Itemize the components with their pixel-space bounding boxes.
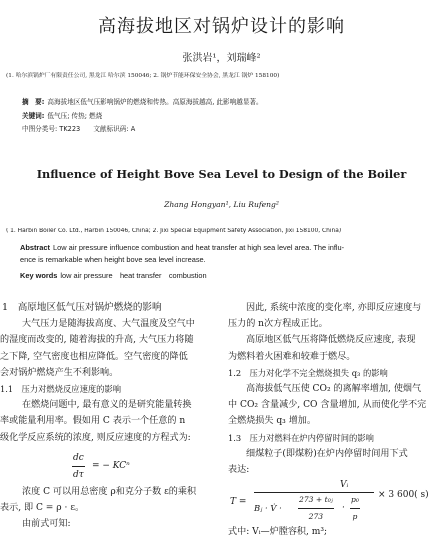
- keywords-en: [20, 270, 440, 282]
- eq2-dot: ·: [342, 503, 345, 514]
- authors-cn: 张洪岩¹，刘瑞峰²: [182, 53, 261, 64]
- eq2-pressure-numerator: p₀: [350, 492, 360, 509]
- abstract-en-label: Abstract: [20, 243, 50, 252]
- keywords-en-label: Key words: [20, 271, 58, 280]
- paragraph: 大气压力是随海拔高度、大气温度及空气中: [22, 319, 195, 330]
- paragraph-line: 会对锅炉燃烧产生不利影响。: [0, 367, 119, 378]
- paragraph-line: 的湿度而改变的, 随着海拔的升高, 大气压力将随: [0, 335, 194, 346]
- abstract-cn-text: 高海拔地区低气压影响锅炉的燃烧和传热。高原海拔越高, 此影响越显著。: [47, 98, 263, 106]
- paragraph-line: 压力的 n次方程成正比。: [228, 319, 328, 330]
- abstract-cn-label: 摘 要:: [22, 98, 45, 106]
- paragraph-line: 表示, 即 C = ρ · ε。: [0, 503, 85, 514]
- eq1-fraction: [72, 450, 85, 483]
- paragraph-line: 为燃料着火困难和较难于燃尽。: [228, 351, 356, 362]
- eq2-temperature-denominator: 273: [308, 512, 324, 522]
- authors-en: Zhang Hongyan¹, Liu Rufeng²: [164, 200, 279, 209]
- subsection-1-2-heading: 1.2 压力对化学不完全燃烧损失 q₃ 的影响: [228, 367, 388, 378]
- subsection-1-3-heading: 1.3 压力对燃料在炉内停留时间的影响: [228, 432, 374, 443]
- eq2-temperature-fraction: [298, 492, 334, 525]
- paragraph: 在燃烧问题中, 最有意义的是研究能量转换: [22, 400, 192, 411]
- eq2-pressure-fraction: [350, 492, 360, 525]
- eq1-denominator: dτ: [73, 470, 84, 481]
- paragraph: 因此, 系统中浓度的变化率, 亦即反应速度与: [246, 303, 422, 313]
- eq2-denominator-lead: Bⱼ · V̇ ·: [254, 503, 282, 514]
- paragraph-line: 式中: Vᵢ—炉膛容积, m³;: [228, 527, 328, 538]
- keywords-en-text: low air pressure heat transfer combustion: [60, 271, 207, 280]
- abstract-en-line-2: ence is remarkable when height bove sea level increase.: [20, 255, 206, 264]
- paragraph: 浓度 C 可以用总密度 ρ和克分子数 ε的乘积: [22, 486, 197, 497]
- paragraph: 高海拔低气压使 CO₂ 的离解率增加, 使烟气: [246, 384, 422, 395]
- keywords-cn: [22, 110, 102, 120]
- paragraph-line: 中 CO₂ 含量减少, CO 含量增加, 从而使化学不完: [228, 400, 427, 411]
- affiliation-en: ( 1. Harbin Boiler Co. Ltd., Harbin 150046, China; 2. Jixi Special Equipment Safety Association, Jixi 158100, China): [6, 228, 342, 234]
- keywords-cn-label: 关键词:: [22, 112, 45, 120]
- affiliation-cn: (1. 哈尔滨锅炉厂有限责任公司, 黑龙江 哈尔滨 150046; 2. 锅炉节能环保安全协会, 黑龙江 锅炉 158100): [6, 73, 280, 79]
- subsection-1-1-heading: 1.1 压力对燃烧反应速度的影响: [0, 384, 122, 395]
- abstract-en-line-1: Low air pressure influence combustion and heat transfer at high sea level area. The influ-: [52, 243, 345, 252]
- paragraph-line: 表达:: [228, 465, 250, 476]
- eq2-temperature-numerator: 273 + t₀ⱼ: [298, 492, 334, 509]
- paragraph: 细煤粒子(即煤粉)在炉内停留时间用下式: [246, 448, 408, 459]
- equation-1: [0, 446, 210, 484]
- paragraph-line: 级化学反应系统的浓度, 则反应速度的方程式为:: [0, 432, 191, 443]
- abstract-cn: [22, 96, 263, 106]
- eq2-rhs: × 3 600( s): [378, 490, 429, 501]
- paragraph-line: 率或能量利用率。假如用 C 表示一个任意的 n: [0, 416, 186, 427]
- paper-title-en: Influence of Height Bove Sea Level to Design of the Boiler: [36, 167, 407, 181]
- section-1-heading: 1 高原地区低气压对锅炉燃烧的影响: [2, 302, 162, 313]
- paragraph-line: 之下降, 空气密度也相应降低。空气密度的降低: [0, 351, 188, 362]
- left-column: [0, 300, 210, 532]
- eq2-pressure-denominator: p: [352, 512, 358, 522]
- eq2-lhs: T =: [230, 497, 247, 508]
- classification: 中图分类号: TK223 文献标识码: A: [22, 125, 136, 133]
- paragraph: 由前式可知:: [22, 519, 71, 530]
- keywords-cn-text: 低气压; 传热; 燃烧: [47, 112, 103, 120]
- eq2-numerator: Vᵢ: [340, 480, 349, 491]
- eq1-rhs: = − KCⁿ: [92, 460, 130, 471]
- paragraph: 高原地区低气压将降低燃烧反应速度, 表现: [246, 335, 416, 346]
- equation-2: [228, 478, 443, 524]
- abstract-en: [20, 242, 440, 254]
- eq1-numerator: dc: [72, 450, 85, 467]
- paper-title-cn: 高海拔地区对锅炉设计的影响: [98, 16, 345, 37]
- paragraph-line: 全燃烧损失 q₃ 增加。: [228, 416, 316, 427]
- right-column: [228, 300, 443, 540]
